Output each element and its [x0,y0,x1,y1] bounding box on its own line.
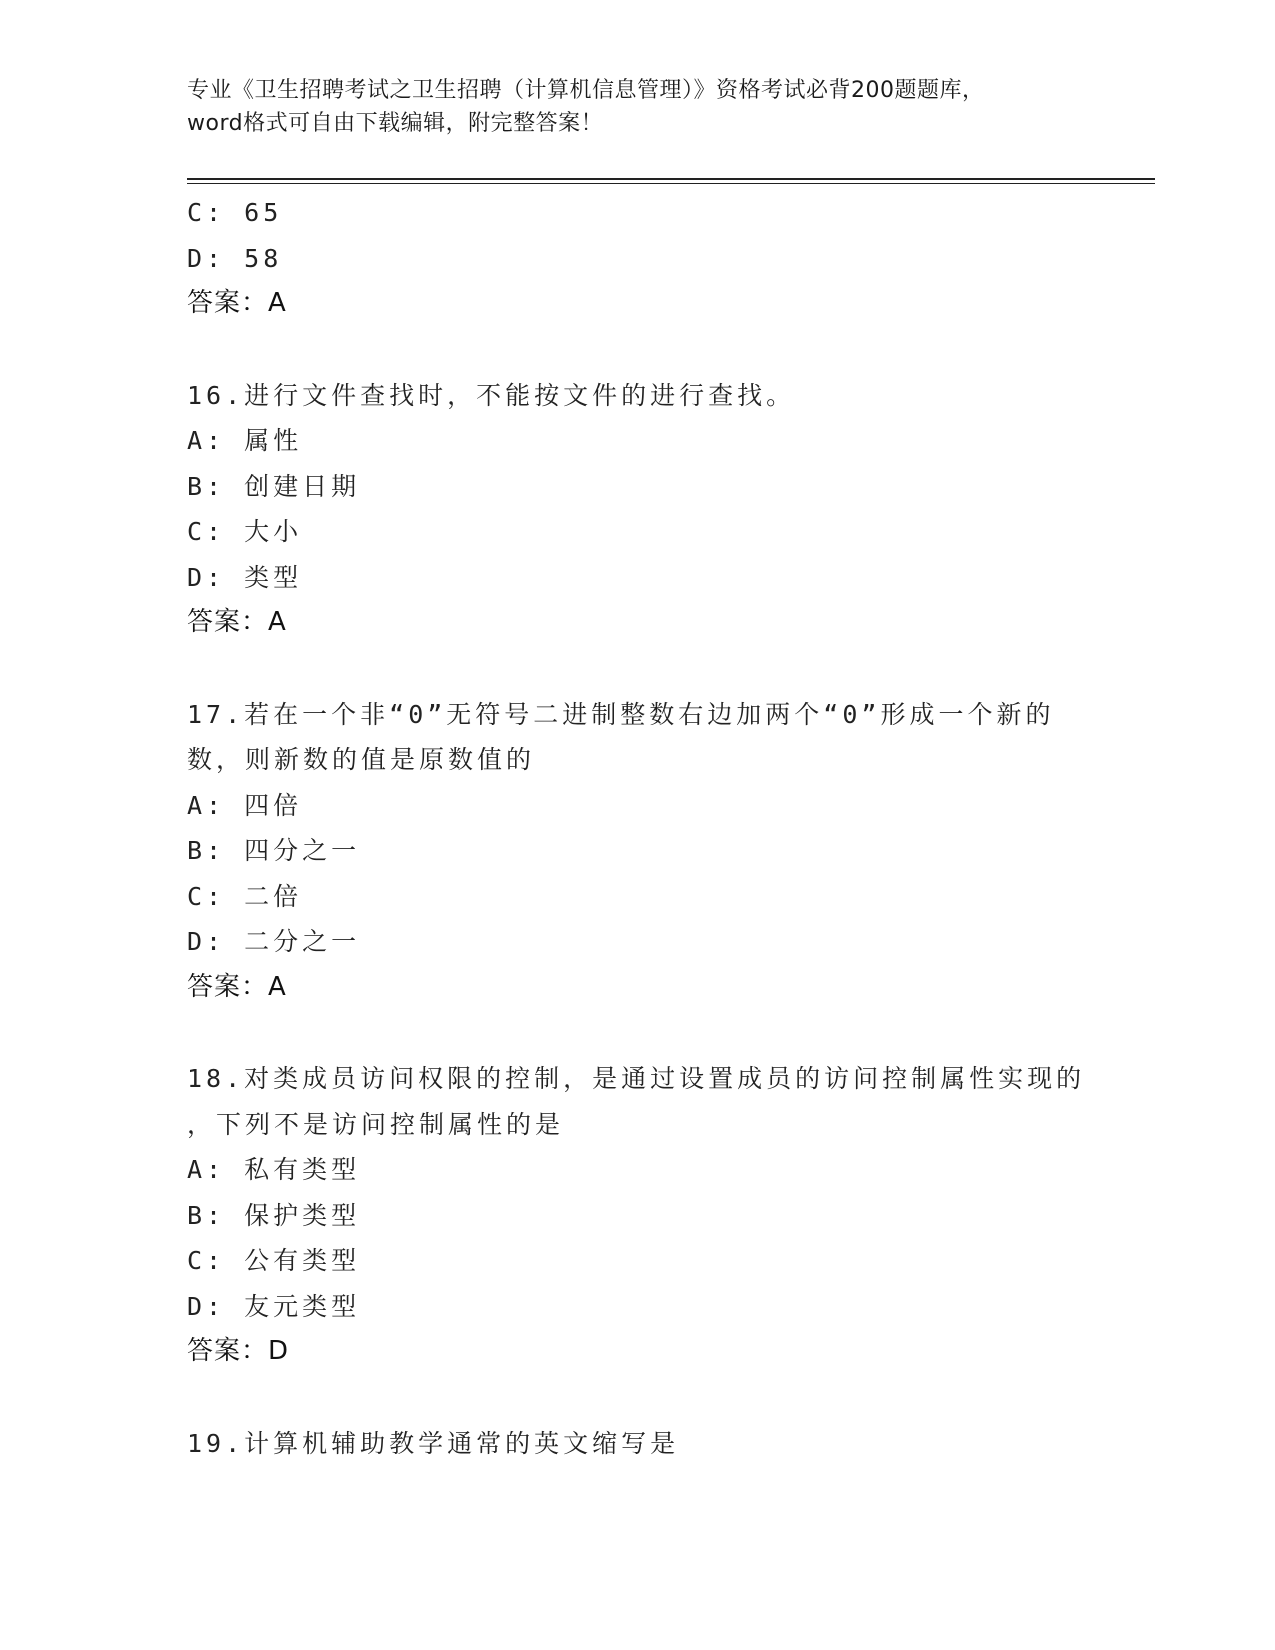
answer: 答案：A [187,971,287,1002]
option-b: B: 保护类型 [187,1200,361,1230]
option-c: C: 65 [187,198,283,227]
answer: 答案：A [187,288,287,318]
header-divider [187,178,1155,184]
option-d: D: 二分之一 [187,927,361,956]
question-16 [187,373,1087,646]
question-text: 19.计算机辅助教学通常的英文缩写是 [187,1428,680,1458]
option-d: D: 类型 [187,562,303,592]
question-text-line-2: ，下列不是访问控制属性的是 [187,1109,565,1139]
option-b: B: 创建日期 [187,471,361,501]
question-text: 16.进行文件查找时，不能按文件的进行查找。 [187,380,796,410]
option-d: D: 友元类型 [187,1291,361,1321]
option-a: A: 四倍 [187,790,303,820]
document-header [187,74,1087,140]
question-text-line-1: 18.对类成员访问权限的控制，是通过设置成员的访问控制属性实现的 [187,1064,1086,1093]
option-c: C: 公有类型 [187,1246,361,1275]
question-18 [187,1056,1087,1375]
option-a: A: 私有类型 [187,1155,361,1184]
option-d: D: 58 [187,243,283,273]
answer: 答案：A [187,607,287,637]
header-line-2: word格式可自由下载编辑，附完整答案！ [187,111,604,136]
question-19 [187,1421,1087,1467]
question-list [187,190,1087,1466]
option-c: C: 二倍 [187,881,303,911]
question-17 [187,692,1087,1011]
option-c: C: 大小 [187,517,303,546]
answer: 答案：D [187,1336,290,1366]
option-a: A: 属性 [187,426,303,455]
question-text-line-1: 17.若在一个非“0”无符号二进制整数右边加两个“0”形成一个新的 [187,699,1055,729]
header-line-1: 专业《卫生招聘考试之卫生招聘（计算机信息管理）》资格考试必背200题题库， [187,78,985,103]
continued-question [187,190,1087,327]
option-b: B: 四分之一 [187,836,361,865]
question-text-line-2: 数，则新数的值是原数值的 [187,745,536,774]
